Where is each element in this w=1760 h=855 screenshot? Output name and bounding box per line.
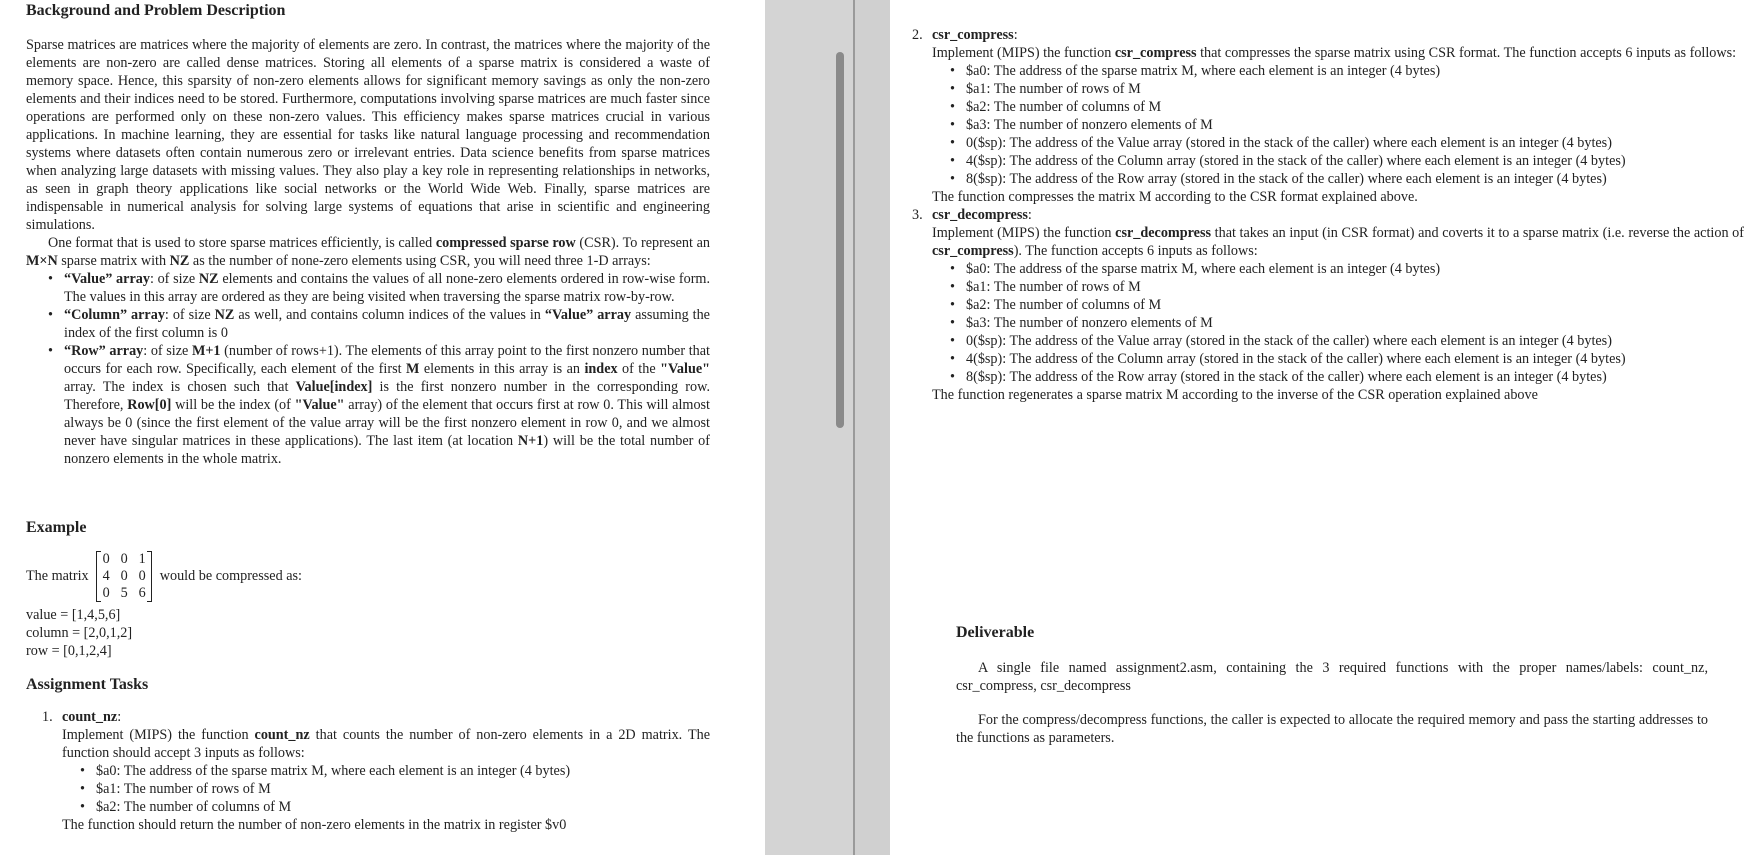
paragraph-sparse-intro: Sparse matrices are matrices where the majority of elements are zero. In contrast, the matrices where the majority of the elements are non-zero are called dense matrices. Storing all elements of a sparse matrix is considered a waste of memory space. Hence, this sparsity of non-zero elements allows for significant memory savings as only the non-zero elements and their indices need to be stored. Furthermore, computations involving sparse matrices are much faster since operations are performed only on these non-zero values. This efficiency makes sparse matrices crucial in various applications. In machine learning, they are essential for tasks like natural language processing and recommendation systems where datasets often contain numerous zero or irrelevant entries. Data science benefits from sparse matrices when analyzing large datasets with missing values. They also play a key role in representing relationships in networks, as seen in graph theory applications like social networks or the World Wide Web. Finally, sparse matrices are indispensable in numerical analysis for solving large systems of equations that arise in scientific and engineering simulations. <box>26 37 710 233</box>
matrix-row: 0 0 1 <box>102 551 146 567</box>
deliverable-paragraph-1: A single file named assignment2.asm, containing the 3 required functions with the proper names/labels: count_nz, csr_compress, csr_decompress <box>956 660 1708 694</box>
deliverable-paragraph-2: For the compress/decompress functions, the caller is expected to allocate the required memory and pass the starting addresses to the functions as parameters. <box>956 712 1708 746</box>
deliverable-body <box>956 659 1708 747</box>
task-1-title: 1. count_nz: <box>42 709 122 725</box>
scrollbar-thumb[interactable] <box>836 52 844 428</box>
document-page-left <box>0 0 765 855</box>
task-3-name: csr_decompress <box>932 207 1028 223</box>
list-item: • 0($sp): The address of the Value array (stored in the stack of the caller) where each element is an integer (4 bytes) <box>950 134 1744 152</box>
matrix-row: 4 0 0 <box>102 568 146 584</box>
task-2-footer: The function compresses the matrix M according to the CSR format explained above. <box>932 189 1418 205</box>
list-item: • $a1: The number of rows of M <box>950 278 1744 296</box>
task-1-number: 1. <box>42 709 53 725</box>
task-2-inputs <box>950 62 1744 188</box>
list-item: • 8($sp): The address of the Row array (stored in the stack of the caller) where each element is an integer (4 bytes) <box>950 368 1744 386</box>
example-post-text: would be compressed as: <box>159 567 302 584</box>
list-item: • $a0: The address of the sparse matrix M, where each element is an integer (4 bytes) <box>950 62 1744 80</box>
list-item: • $a2: The number of columns of M <box>950 296 1744 314</box>
task-2-title: 2. csr_compress: <box>912 27 1018 43</box>
task-3-body <box>896 224 1744 404</box>
paragraph-csr-intro: One format that is used to store sparse matrices efficiently, is called compressed sparse row (CSR). To represent an M×N sparse matrix with NZ as the number of none-zero elements using CSR, you will need three 1-D arrays: <box>26 235 710 269</box>
task-2-number: 2. <box>912 27 923 43</box>
task-1-description: Implement (MIPS) the function count_nz that counts the number of non-zero elements in a 2D matrix. The function should accept 3 inputs as follows: <box>62 727 710 761</box>
task-2-description: Implement (MIPS) the function csr_compress that compresses the sparse matrix using CSR format. The function accepts 6 inputs as follows: <box>932 45 1737 61</box>
list-item-value-array: • “Value” array: of size NZ elements and contains the values of all none-zero elements ordered in row-wise form. The values in this array are ordered as they are being visited when traversing the sparse matrix row-by-row. <box>48 270 710 306</box>
list-item: • $a2: The number of columns of M <box>950 98 1744 116</box>
task-2-name: csr_compress <box>932 27 1014 43</box>
list-item: • $a1: The number of rows of M <box>80 780 710 798</box>
task-3-title: 3. csr_decompress: <box>912 207 1032 223</box>
task-3-inputs <box>950 260 1744 386</box>
page-divider <box>853 0 890 855</box>
list-item: • $a1: The number of rows of M <box>950 80 1744 98</box>
task-1-inputs <box>80 762 710 816</box>
list-item: • 4($sp): The address of the Column array (stored in the stack of the caller) where each element is an integer (4 bytes) <box>950 152 1744 170</box>
task-3-number: 3. <box>912 207 923 223</box>
section-heading-deliverable: Deliverable <box>956 624 1035 641</box>
task-3-footer: The function regenerates a sparse matrix M according to the inverse of the CSR operation explained above <box>932 387 1538 403</box>
list-item-row-array: • “Row” array: of size M+1 (number of rows+1). The elements of this array point to the first nonzero number that occurs for each row. Specifically, each element of the first M elements in this array is an index of the "Value" array. The index is chosen such that Value[index] is the first nonzero number in the corresponding row. Therefore, Row[0] will be the index (of "Value" array) of the element that occurs first at row 0. This will almost always be 0 (since the first element of the value array will be the first nonzero element in row 0, and we almost never have singular matrices in these applications). The last item (at location N+1) will be the total number of nonzero elements in the whole matrix. <box>48 342 710 468</box>
list-item: • 4($sp): The address of the Column array (stored in the stack of the caller) where each element is an integer (4 bytes) <box>950 350 1744 368</box>
section-heading-example: Example <box>26 519 87 536</box>
list-item: • $a3: The number of nonzero elements of M <box>950 314 1744 332</box>
section-heading-background: Background and Problem Description <box>26 2 286 19</box>
task-3-description: Implement (MIPS) the function csr_decompress that takes an input (in CSR format) and coverts it to a sparse matrix (i.e. reverse the action of csr_compress). The function accepts 6 inputs as follows: <box>932 225 1744 259</box>
list-item: • $a0: The address of the sparse matrix M, where each element is an integer (4 bytes) <box>950 260 1744 278</box>
task-2-body <box>896 44 1744 206</box>
value-array-line: value = [1,4,5,6] <box>26 607 121 623</box>
list-item: • $a2: The number of columns of M <box>80 798 710 816</box>
matrix-row: 0 5 6 <box>102 585 146 601</box>
document-page-right <box>890 0 1760 855</box>
list-item: • 0($sp): The address of the Value array (stored in the stack of the caller) where each element is an integer (4 bytes) <box>950 332 1744 350</box>
task-1-name: count_nz <box>62 709 118 725</box>
task-2 <box>896 26 1744 404</box>
list-item: • $a0: The address of the sparse matrix M, where each element is an integer (4 bytes) <box>80 762 710 780</box>
example-result <box>26 606 132 660</box>
list-item: • 8($sp): The address of the Row array (stored in the stack of the caller) where each element is an integer (4 bytes) <box>950 170 1744 188</box>
section-heading-tasks: Assignment Tasks <box>26 676 149 693</box>
background-body <box>26 36 710 468</box>
example-matrix-line <box>26 551 302 602</box>
csr-arrays-list <box>48 270 710 468</box>
task-1-body <box>26 726 710 834</box>
list-item: • $a3: The number of nonzero elements of M <box>950 116 1744 134</box>
list-item-column-array: • “Column” array: of size NZ as well, and contains column indices of the values in “Value” array assuming the index of the first column is 0 <box>48 306 710 342</box>
example-pre-text: The matrix <box>26 567 89 584</box>
task-1 <box>26 708 710 834</box>
task-1-footer: The function should return the number of non-zero elements in the matrix in register $v0 <box>62 817 567 833</box>
row-array-line: row = [0,1,2,4] <box>26 643 112 659</box>
column-array-line: column = [2,0,1,2] <box>26 625 133 641</box>
example-matrix <box>96 551 152 602</box>
